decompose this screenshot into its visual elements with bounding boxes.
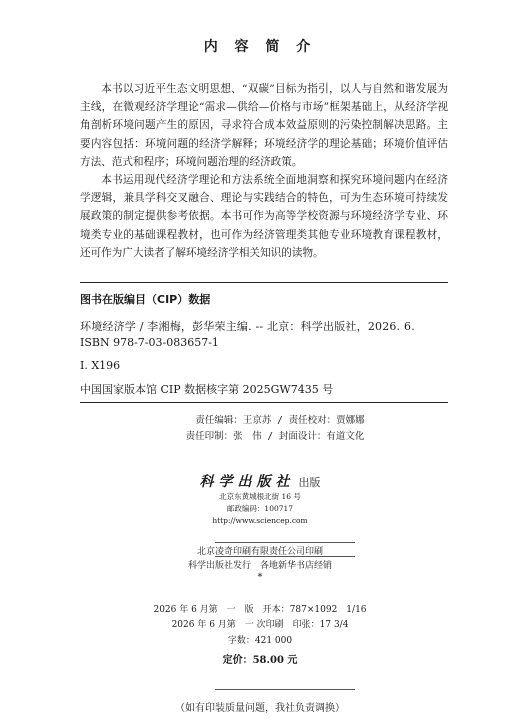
page-title: 内 容 简 介 <box>203 39 317 55</box>
publisher-address: 北京东黄城根北街 16 号 <box>219 492 301 501</box>
publisher-suffix: 出版 <box>298 476 321 489</box>
edition-info: 2026 年 6 月第 一 版 开本：787×1092 1/16 <box>153 605 367 615</box>
divider-rule <box>215 542 355 543</box>
distribution-info: 科学出版社发行 各地新华书店经销 <box>187 561 332 571</box>
summary-paragraph-2: 本书运用现代经济学理论和方法系统全面地洞察和探究环境问题内在经济学逻辑，兼具学科交叉融合、理论与实践结合的特色，可为生态环境可持续发展政策的制定提供参考依据。本书可作为高等学校资源与环境经济学专业、环境类专业的基础课程教材，也可作为经济管理类其他专业环境教育课程教材，还可作为广大读者了解环境经济学相关知识的读物。 <box>80 174 448 259</box>
publisher-postcode: 邮政编码：100717 <box>226 504 294 513</box>
impression-info: 2026 年 6 月第 一 次印刷 印张：17 3/4 <box>171 620 349 630</box>
divider-rule <box>215 689 355 690</box>
cip-top-rule <box>80 282 448 283</box>
publisher-website: http://www.sciencep.com <box>212 516 308 525</box>
cip-bibliographic-line: 环境经济学 / 李湘梅，彭华荣主编. -- 北京：科学出版社，2026. 6. <box>80 320 415 333</box>
production-credits: 责任印制：张 伟 / 封面设计：有道文化 <box>185 431 365 442</box>
cip-isbn: ISBN 978-7-03-083657-1 <box>80 336 219 349</box>
quality-notice: （如有印装质量问题，我社负责调换） <box>175 703 345 714</box>
cip-classification: Ⅰ. X196 <box>80 359 121 372</box>
divider-rule <box>215 556 355 557</box>
editor-credits: 责任编辑：王京苏 / 责任校对：贾娜娜 <box>195 415 365 426</box>
printer-name: 北京凌奇印刷有限责任公司印刷 <box>196 547 323 557</box>
word-count: 字数：421 000 <box>227 636 293 646</box>
cip-record-number: 中国国家版本馆 CIP 数据核字第 2025GW7435 号 <box>80 383 334 396</box>
publisher-line <box>0 471 520 491</box>
summary-paragraph-1: 本书以习近平生态文明思想、“双碳”目标为指引，以人与自然和谐发展为主线，在微观经济学理论“需求—供给—价格与市场”框架基础上，从经济学视角剖析环境问题产生的原因，寻求符合成本效益原则的污染控制解决思路。主要内容包括：环境问题的经济学解释；环境经济学的理论基础；环境价值评估方法、范式和程序；环境问题治理的经济政策。 <box>80 83 448 168</box>
cip-heading: 图书在版编目（CIP）数据 <box>80 293 211 306</box>
content-summary <box>80 80 448 262</box>
separator-star: * <box>257 572 263 583</box>
cip-bottom-rule <box>80 402 448 403</box>
price: 定价：58.00 元 <box>222 655 298 666</box>
publisher-logo: 科学出版社 <box>199 474 295 490</box>
